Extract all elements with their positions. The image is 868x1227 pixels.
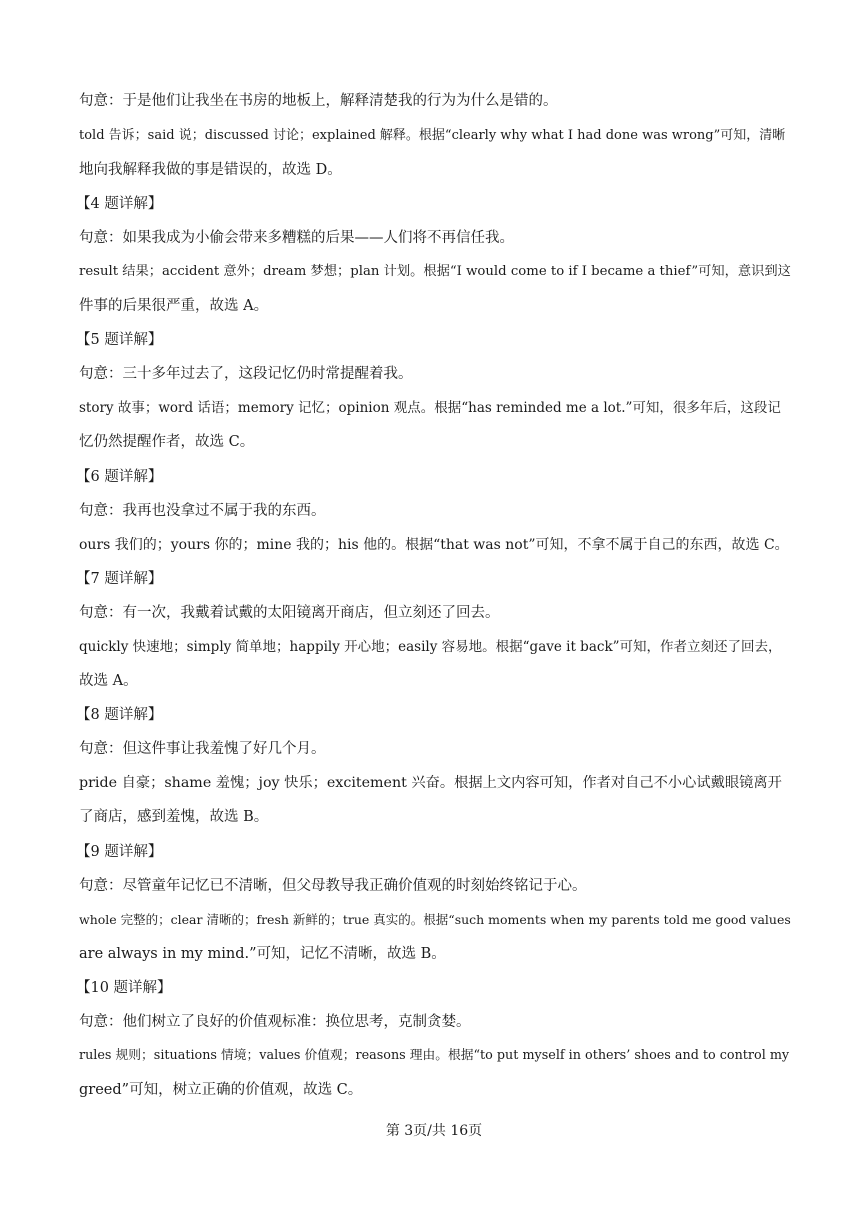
option-analysis-7: quickly 快速地；simply 简单地；happily 开心地；easily 容易地。根据“gave it back”可知，作者立刻还了回去， (79, 639, 782, 655)
option-analysis-4-cont: 件事的后果很严重，故选 A。 (79, 298, 269, 314)
page-footer: 第 3页/共 16页 (385, 1123, 483, 1139)
option-analysis-10: rules 规则；situations 情境；values 价值观；reasons 理由。根据“to put myself in others’ shoes and to control my (79, 1048, 790, 1063)
option-analysis-5: story 故事；word 话语；memory 记忆；opinion 观点。根据“has reminded me a lot.”可知，很多年后，这段记 (79, 400, 781, 416)
section-heading-4: 【4 题详解】 (76, 196, 163, 212)
option-analysis-4: result 结果；accident 意外；dream 梦想；plan 计划。根据“I would come to if I became a thief”可知，意识到这 (79, 264, 791, 279)
option-analysis-6: ours 我们的；yours 你的；mine 我的；his 他的。根据“that was not”可知，不拿不属于自己的东西，故选 C。 (79, 537, 789, 553)
sentence-meaning-7: 句意：有一次，我戴着试戴的太阳镜离开商店，但立刻还了回去。 (79, 605, 500, 621)
sentence-meaning-6: 句意：我再也没拿过不属于我的东西。 (79, 503, 326, 519)
option-analysis-10-cont: greed”可知，树立正确的价值观，故选 C。 (79, 1082, 363, 1098)
option-analysis-9-cont: are always in my mind.”可知，记忆不清晰，故选 B。 (79, 946, 446, 962)
sentence-meaning-3: 句意：于是他们让我坐在书房的地板上，解释清楚我的行为为什么是错的。 (79, 93, 558, 109)
sentence-meaning-4: 句意：如果我成为小偷会带来多糟糕的后果——人们将不再信任我。 (79, 230, 514, 246)
sentence-meaning-8: 句意：但这件事让我羞愧了好几个月。 (79, 741, 326, 757)
section-heading-10: 【10 题详解】 (76, 980, 172, 996)
sentence-meaning-5: 句意：三十多年过去了，这段记忆仍时常提醒着我。 (79, 366, 413, 382)
section-heading-9: 【9 题详解】 (76, 844, 163, 860)
section-heading-7: 【7 题详解】 (76, 571, 163, 587)
section-heading-8: 【8 题详解】 (76, 707, 163, 723)
sentence-meaning-9: 句意：尽管童年记忆已不清晰，但父母教导我正确价值观的时刻始终铭记于心。 (79, 878, 587, 894)
option-analysis-7-cont: 故选 A。 (79, 673, 138, 689)
section-heading-6: 【6 题详解】 (76, 469, 163, 485)
section-heading-5: 【5 题详解】 (76, 332, 163, 348)
option-analysis-5-cont: 忆仍然提醒作者，故选 C。 (79, 434, 255, 450)
sentence-meaning-10: 句意：他们树立了良好的价值观标准：换位思考，克制贪婪。 (79, 1014, 471, 1030)
option-analysis-3: told 告诉；said 说；discussed 讨论；explained 解释。根据“clearly why what I had done was wrong”可知，清晰 (79, 128, 786, 143)
option-analysis-3-cont: 地向我解释我做的事是错误的，故选 D。 (79, 162, 342, 178)
option-analysis-8: pride 自豪；shame 羞愧；joy 快乐；excitement 兴奋。根据上文内容可知，作者对自己不小心试戴眼镜离开 (79, 775, 782, 791)
option-analysis-9: whole 完整的；clear 清晰的；fresh 新鲜的；true 真实的。根据“such moments when my parents told me good values (79, 912, 791, 927)
option-analysis-8-cont: 了商店，感到羞愧，故选 B。 (79, 809, 269, 825)
